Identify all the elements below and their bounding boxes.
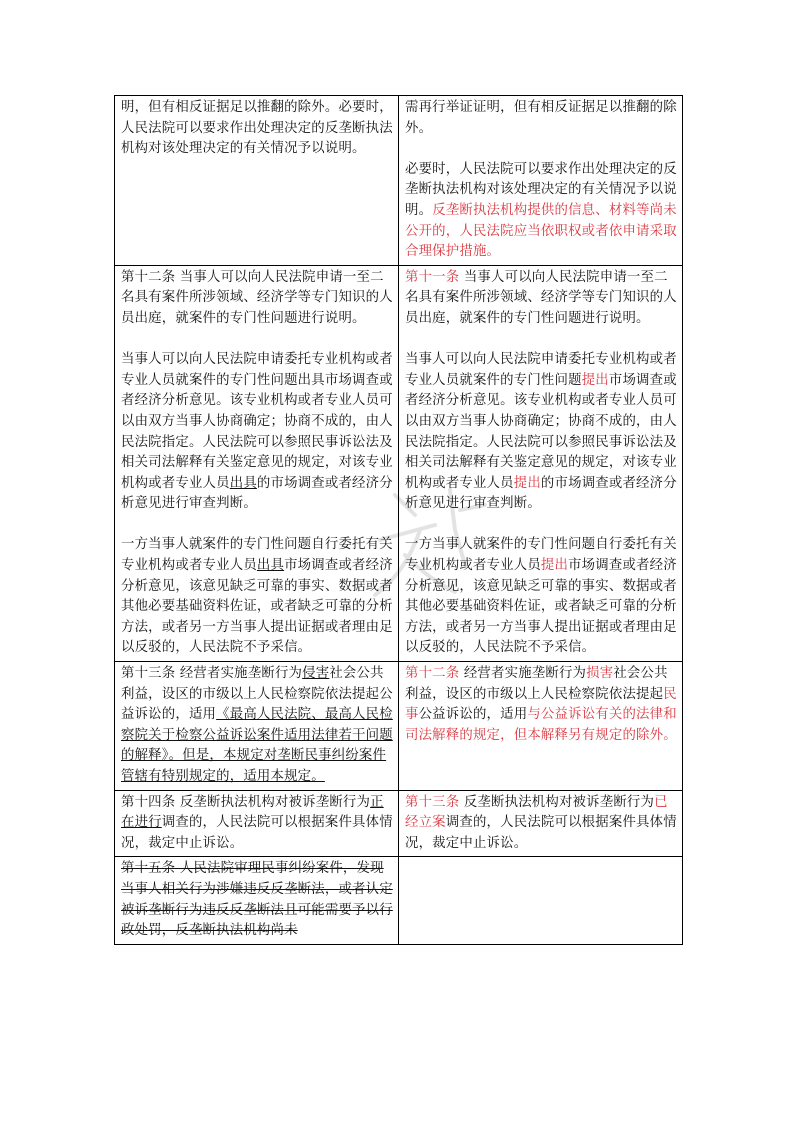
old-text-cell [115, 662, 399, 791]
paragraph-text: 反垄断执法机构对被诉垄断行为 [459, 794, 655, 810]
paragraph-text: 的市场调查或者经济分析意见进行审查判断。 [405, 475, 677, 512]
added-text: 提出 [540, 558, 569, 574]
table-row [115, 96, 683, 266]
new-paragraph [405, 160, 677, 263]
new-text-cell [399, 857, 683, 944]
old-paragraph [121, 350, 393, 515]
changed-text: 出具 [256, 558, 285, 574]
table-row [115, 265, 683, 661]
old-text-cell [115, 265, 399, 661]
table-row [115, 857, 683, 944]
added-text: 已经立案 [405, 794, 668, 831]
table-row [115, 790, 683, 857]
added-text: 民事 [405, 686, 677, 723]
changed-text: 出具 [229, 475, 257, 491]
deleted-text: 第十五条 人民法院审理民事纠纷案件，发现当事人相关行为涉嫌违反反垄断法，或者认定被诉垄断行为违反反垄断法且可能需要予以行政处罚，反垄断执法机构尚未 [121, 861, 393, 939]
changed-text: 正在进行 [121, 794, 384, 831]
new-paragraph [405, 793, 677, 855]
old-text-cell [115, 790, 399, 857]
paragraph-text: 一方当事人就案件的专门性问题自行委托有关专业机构或者专业人员 [121, 537, 393, 574]
paragraph-text: 第十四条 反垄断执法机构对被诉垄断行为 [121, 794, 371, 810]
paragraph-text: 一方当事人就案件的专门性问题自行委托有关专业机构或者专业人员 [405, 537, 677, 574]
new-text-cell [399, 96, 683, 266]
paragraph-text: 第十三条 经营者实施垄断行为 [121, 666, 303, 682]
added-text: 反垄断执法机构提供的信息、材料等尚未公开的，人民法院应当依职权或者依申请采取合理保护措施。 [405, 202, 677, 260]
paragraph-text: 当事人可以向人民法院申请委托专业机构或者专业人员就案件的专门性问题 [405, 352, 677, 388]
new-text-cell [399, 265, 683, 661]
article-number: 第十一条 [405, 269, 460, 285]
new-text-cell [399, 790, 683, 857]
added-text: 损害 [586, 666, 614, 682]
paragraph-text: 调查的，人民法院可以根据案件具体情况，裁定中止诉讼。 [121, 815, 393, 851]
old-text-cell [115, 857, 399, 944]
comparison-table [114, 95, 683, 945]
paragraph-text: 市场调查或者经济分析意见，该意见缺乏可靠的事实、数据或者其他必要基础资料佐证，或者缺乏可靠的分析方法，或者另一方当事人提出证据或者理由足以反驳的，人民法院不予采信。 [121, 558, 393, 656]
added-text: 提出 [513, 475, 541, 491]
new-paragraph [405, 535, 677, 659]
old-paragraph [121, 793, 393, 855]
paragraph-text: 调查的，人民法院可以根据案件具体情况，裁定中止诉讼。 [405, 815, 677, 851]
paragraph-text: 的市场调查或者经济分析意见进行审查判断。 [121, 475, 393, 512]
new-paragraph [405, 350, 677, 515]
old-text-cell [115, 96, 399, 266]
old-paragraph: 第十二条 当事人可以向人民法院申请一至二名具有案件所涉领域、经济学等专门知识的人员出庭，就案件的专门性问题进行说明。 [121, 269, 393, 326]
new-paragraph: 需再行举证证明，但有相反证据足以推翻的除外。 [405, 100, 677, 136]
changed-text: 侵害 [302, 666, 330, 682]
paragraph-text: 必要时，人民法院可以要求作出处理决定的反垄断执法机构对该处理决定的有关情况予以说明。 [405, 161, 677, 218]
added-text: 提出 [581, 372, 609, 388]
changed-text: 《最高人民法院、最高人民检察院关于检察公益诉讼案件适用法律若干问题的解释》。但是，本规定对垄断民事纠纷案件管辖有特别规定的，适用本规定。 [121, 707, 393, 784]
paragraph-text: 市场调查或者经济分析意见。该专业机构或者专业人员可以由双方当事人协商确定；协商不成的，由人民法院指定。人民法院可以参照民事诉讼法及相关司法解释有关鉴定意见的规定，对该专业机构或者专业人员 [405, 372, 677, 491]
article-number: 第十三条 [405, 794, 460, 810]
paragraph-text: 社会公共利益，设区的市级以上人民检察院依法提起 [405, 666, 668, 702]
paragraph-text: 公益诉讼的，适用 [418, 707, 528, 723]
article-number: 第十二条 [405, 666, 460, 682]
paragraph-text: 市场调查或者经济分析意见，该意见缺乏可靠的事实、数据或者其他必要基础资料佐证，或者缺乏可靠的分析方法，或者另一方当事人提出证据或者理由足以反驳的，人民法院不予采信。 [405, 558, 677, 656]
old-paragraph: 明，但有相反证据足以推翻的除外。必要时，人民法院可以要求作出处理决定的反垄断执法机构对该处理决定的有关情况予以说明。 [121, 100, 393, 157]
new-paragraph [405, 664, 677, 746]
added-text: 与公益诉讼有关的法律和司法解释的规定，但本解释另有规定的除外。 [405, 707, 677, 743]
old-paragraph [121, 535, 393, 659]
paragraph-text: 经营者实施垄断行为 [459, 666, 587, 682]
new-paragraph [405, 268, 677, 330]
paragraph-text: 当事人可以向人民法院申请委托专业机构或者专业人员就案件的专门性问题出具市场调查或者经济分析意见。该专业机构或者专业人员可以由双方当事人协商确定；协商不成的，由人民法院指定。人民法院可以参照民事诉讼法及相关司法解释有关鉴定意见的规定，对该专业机构或者专业人员 [121, 352, 393, 491]
table-row [115, 662, 683, 791]
old-paragraph [121, 664, 393, 788]
paragraph-text: 当事人可以向人民法院申请一至二名具有案件所涉领域、经济学等专门知识的人员出庭，就案件的专门性问题进行说明。 [405, 269, 677, 326]
paragraph-text: 社会公共利益，设区的市级以上人民检察院依法提起公益诉讼的，适用 [121, 666, 393, 723]
new-text-cell [399, 662, 683, 791]
